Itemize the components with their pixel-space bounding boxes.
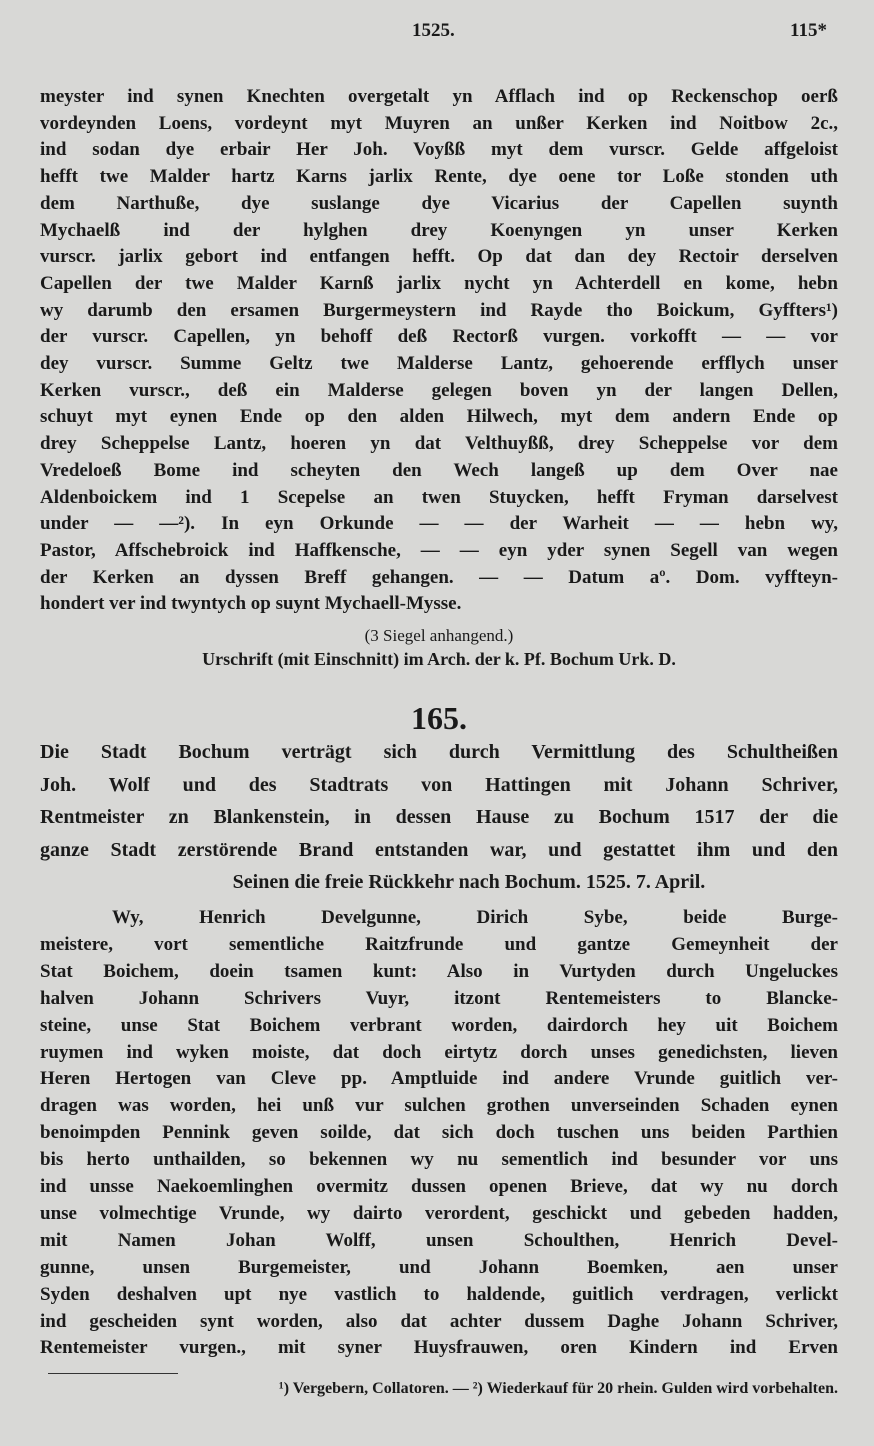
para1-line: Pastor, Affschebroick ind Haffkensche, — — eyn yder synen Segell van wegen [40, 539, 838, 561]
para2-line: dragen was worden, hei unß vur sulchen grothen unverseinden Schaden eynen [40, 1095, 838, 1117]
para1-line: Kerken vurscr., deß ein Malderse gelegen boven yn der langen Dellen, [40, 379, 838, 401]
para1-line: Mychaelß ind der hylghen drey Koenyngen yn unser Kerken [40, 219, 838, 241]
para2-line: meistere, vort sementliche Raitzfrunde und gantze Gemeynheit der [40, 933, 838, 955]
para1-line: drey Scheppelse Lantz, hoeren yn dat Velthuyßß, drey Scheppelse vor dem [40, 433, 838, 455]
footnote-rule [48, 1373, 178, 1374]
para1-line: Vredeloeß Bome ind scheyten den Wech langeß up dem Over nae [40, 459, 838, 481]
para1-line: hondert ver ind twyntych op suynt Mychaell-Mysse. [40, 593, 462, 615]
heading-line: Seinen die freie Rückkehr nach Bochum. 1525. 7. April. [232, 871, 706, 893]
para1-line: der vurscr. Capellen, yn behoff deß Rectorß vurgen. vorkofft — — vor [40, 326, 838, 348]
para2-line: Syden deshalven upt nye vastlich to haldende, guitlich verdragen, verlickt [40, 1283, 838, 1305]
heading-line: Joh. Wolf und des Stadtrats von Hattingen mit Johann Schriver, [40, 773, 838, 796]
para1-line: der Kerken an dyssen Breff gehangen. — — Datum aº. Dom. vyffteyn- [40, 566, 838, 588]
source-note: Urschrift (mit Einschnitt) im Arch. der k. Pf. Bochum Urk. D. [202, 649, 676, 669]
heading-line: Die Stadt Bochum verträgt sich durch Vermittlung des Schultheißen [40, 741, 838, 763]
para1-line: vurscr. jarlix gebort ind entfangen hefft. Op dat dan dey Rectoir derselven [40, 246, 838, 268]
para1-line: schuyt myt eynen Ende op den alden Hilwech, myt dem andern Ende op [40, 406, 838, 428]
para1-line: Capellen der twe Malder Karnß jarlix nycht yn Achterdell en kome, hebn [40, 272, 838, 294]
para2-line: ind gescheiden synt worden, also dat achter dussem Daghe Johann Schriver, [40, 1310, 838, 1332]
para1-line: dey vurscr. Summe Geltz twe Malderse Lantz, gehoerende erfflych unser [40, 353, 838, 374]
para2-line: Wy, Henrich Develgunne, Dirich Sybe, beide Burge- [112, 907, 838, 928]
para1-line: vordeynden Loens, vordeynt myt Muyren an unßer Kerken ind Noitbow 2c., [40, 112, 838, 134]
page-number: 115* [790, 20, 827, 41]
heading-line: ganze Stadt zerstörende Brand entstanden war, und gestattet ihm und den [40, 838, 838, 861]
para1-line: Aldenboickem ind 1 Scepelse an twen Stuycken, hefft Fryman darselvest [40, 486, 838, 508]
para2-line: ruymen ind wyken moiste, dat doch eirtytz dorch unses genedichsten, lieven [40, 1041, 838, 1063]
para1-line: hefft twe Malder hartz Karns jarlix Rente, dye oene tor Loße stonden uth [40, 166, 838, 188]
para2-line: Heren Hertogen van Cleve pp. Amptluide ind andere Vrunde guitlich ver- [40, 1068, 838, 1090]
document-number: 165. [411, 700, 467, 736]
para2-line: bis herto unthailden, so bekennen wy nu sementlich ind besunder vor uns [40, 1149, 838, 1171]
para1-line: wy darumb den ersamen Burgermeystern ind Rayde tho Boickum, Gyffters¹) [40, 299, 838, 321]
para2-line: mit Namen Johan Wolff, unsen Schoulthen, Henrich Devel- [40, 1229, 838, 1251]
para2-line: steine, unse Stat Boichem verbrant worden, dairdorch hey uit Boichem [40, 1014, 838, 1036]
seal-note: (3 Siegel anhangend.) [364, 626, 514, 645]
running-head-year: 1525. [412, 20, 455, 41]
para1-line: ind sodan dye erbair Her Joh. Voyßß myt dem vurscr. Gelde affgeloist [40, 139, 838, 161]
para1-line: dem Narthuße, dye suslange dye Vicarius der Capellen suynth [40, 192, 838, 214]
para2-line: benoimpden Pennink geven soilde, dat sich doch tuschen uns beiden Parthien [40, 1122, 838, 1144]
para2-line: Rentemeister vurgen., mit syner Huysfrauwen, oren Kindern ind Erven [40, 1337, 838, 1359]
para2-line: Stat Boichem, doein tsamen kunt: Also in Vurtyden durch Ungeluckes [40, 960, 838, 982]
para1-line: meyster ind synen Knechten overgetalt yn Afflach ind op Reckenschop oerß [40, 86, 838, 107]
para2-line: gunne, unsen Burgemeister, und Johann Boemken, aen unser [40, 1256, 838, 1278]
para2-line: unse volmechtige Vrunde, wy dairto verordent, geschickt und gebeden hadden, [40, 1202, 838, 1224]
para2-line: halven Johann Schrivers Vuyr, itzont Rentemeisters to Blancke- [40, 987, 838, 1009]
para2-line: ind unsse Naekoemlinghen overmitz dussen openen Brieve, dat wy nu dorch [40, 1176, 838, 1197]
para1-line: under — —²). In eyn Orkunde — — der Warheit — — hebn wy, [40, 513, 838, 535]
footnote: ¹) Vergebern, Collatoren. — ²) Wiederkauf für 20 rhein. Gulden wird vorbehalten. [278, 1380, 838, 1397]
heading-line: Rentmeister zn Blankenstein, in dessen Hause zu Bochum 1517 der die [40, 806, 838, 828]
